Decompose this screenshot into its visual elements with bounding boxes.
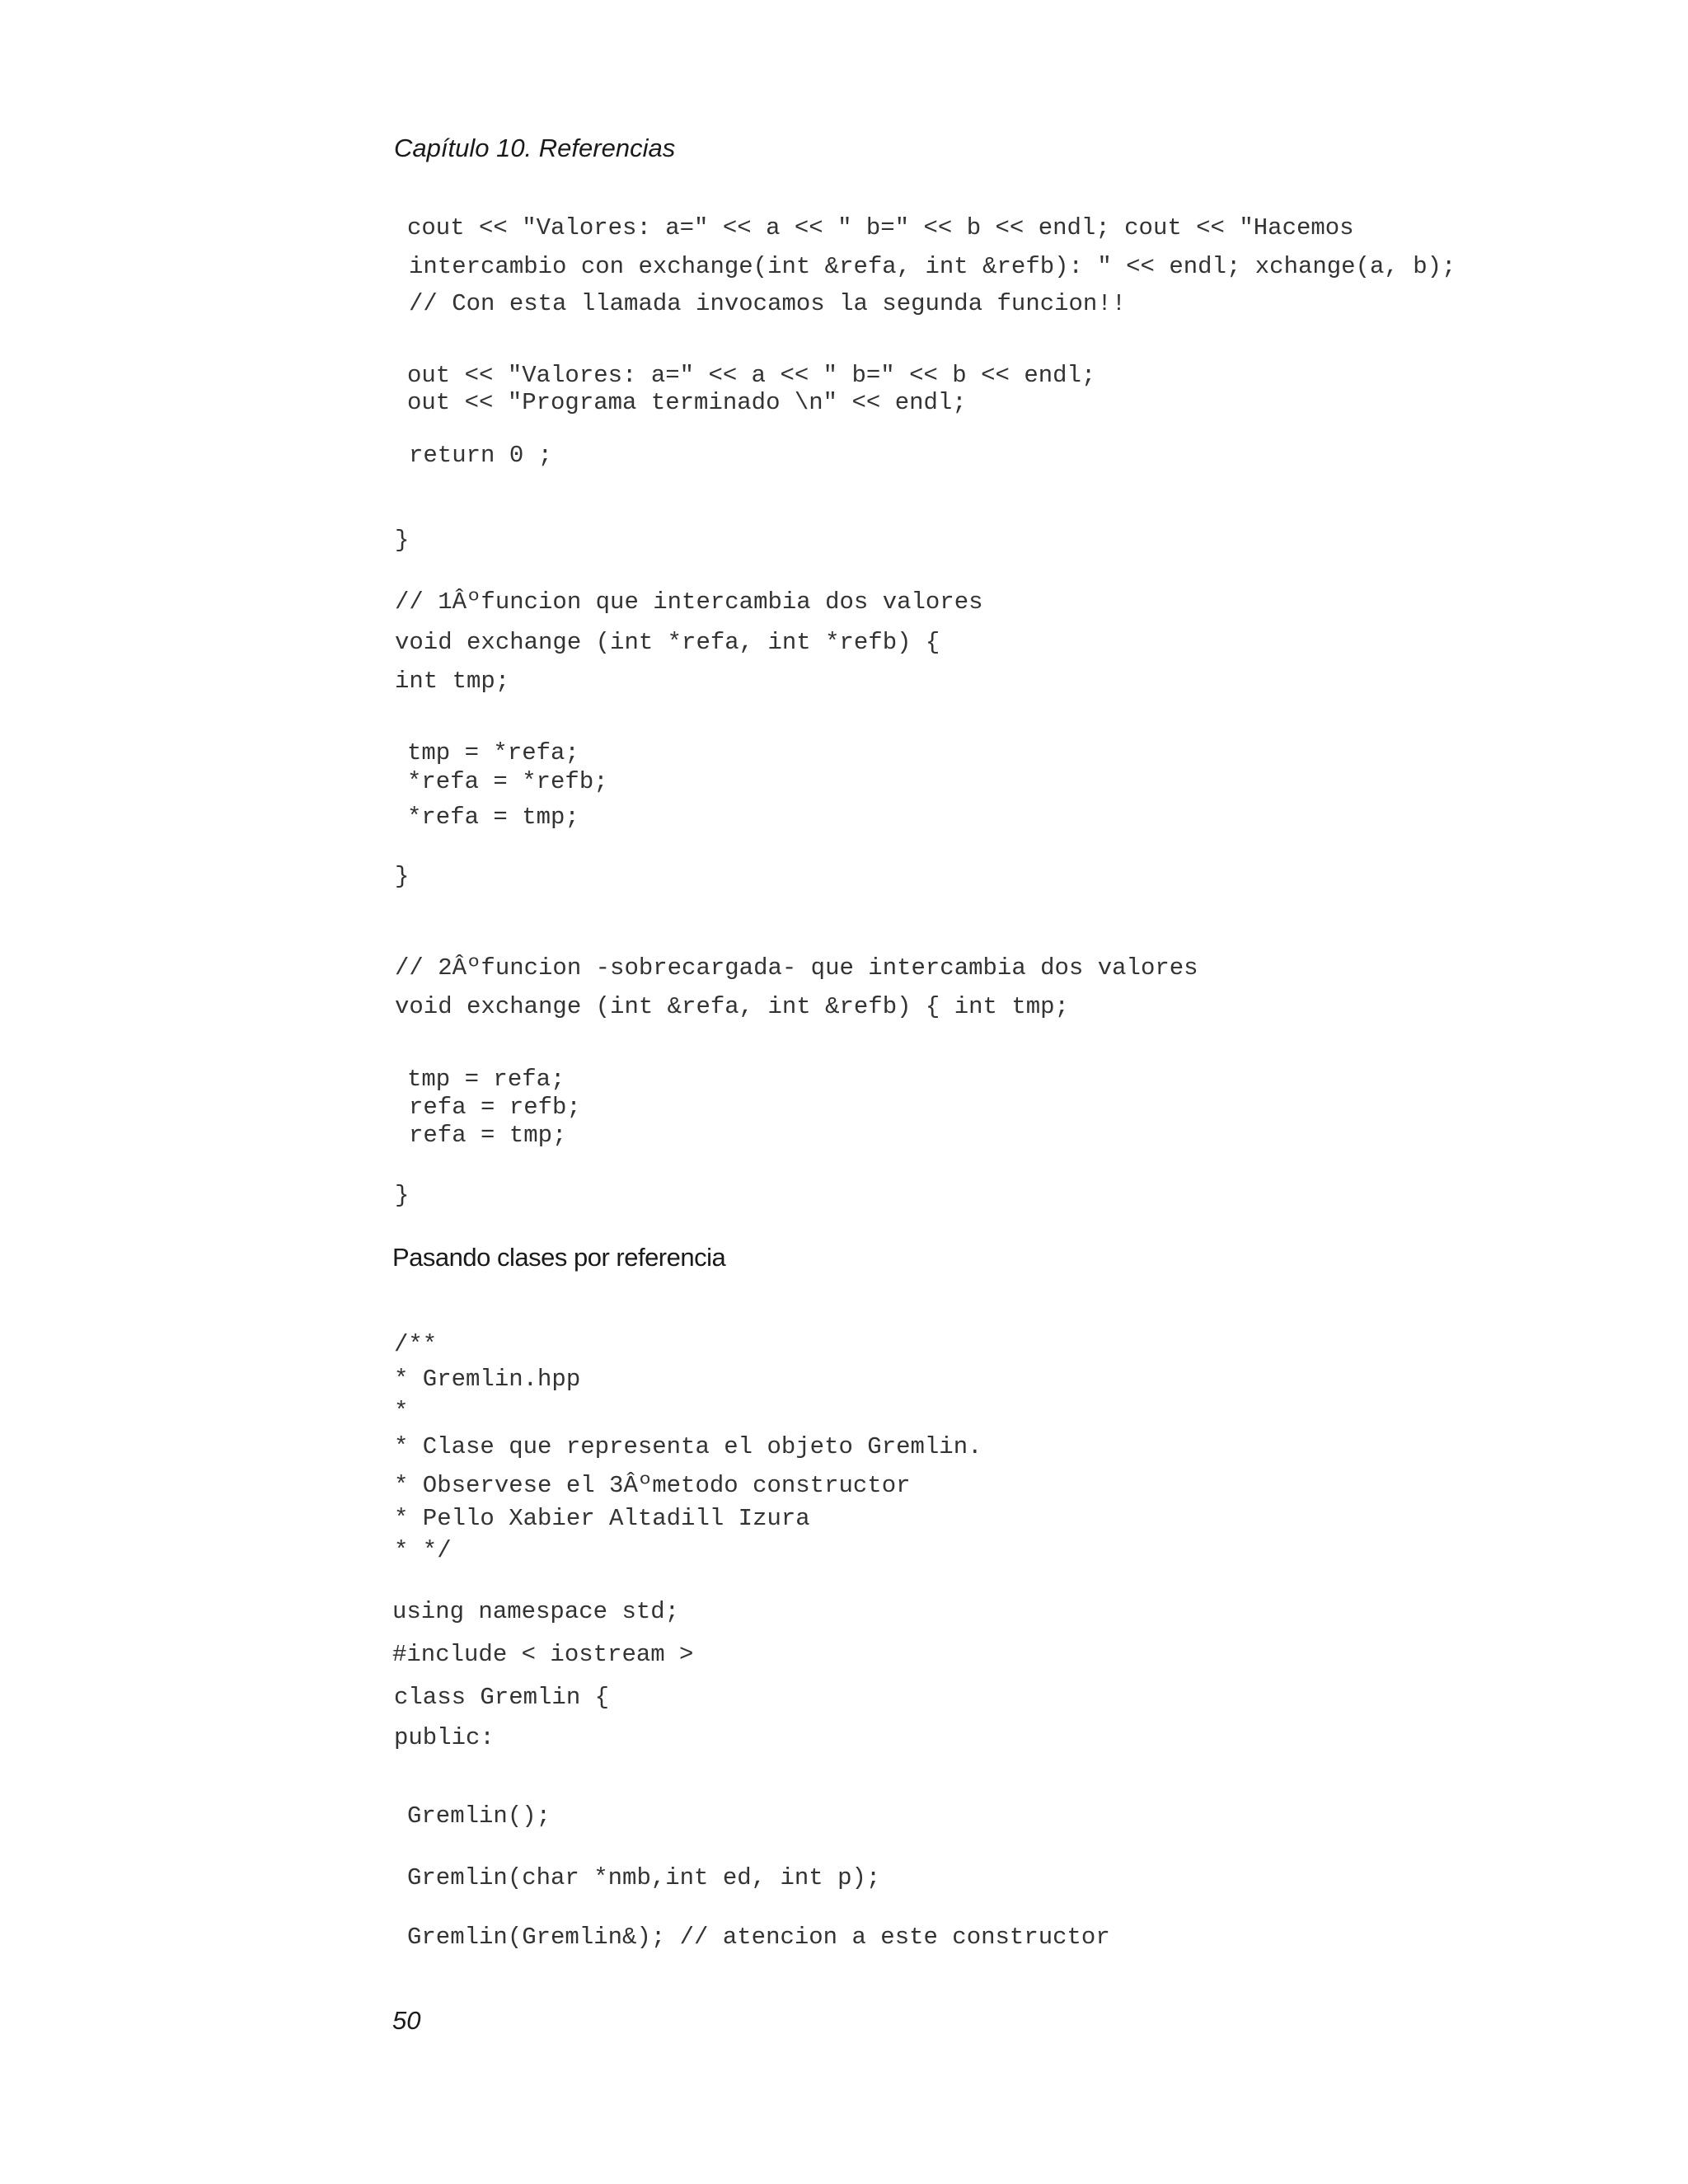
code-line: cout << "Valores: a=" << a << " b=" << b << endl; cout << "Hacemos [407,214,1354,241]
code-line: void exchange (int *refa, int *refb) { [395,629,940,656]
section-heading: Pasando clases por referencia [392,1243,726,1272]
code-line: Gremlin(); [407,1802,551,1830]
code-line: return 0 ; [409,442,553,469]
code-line: out << "Valores: a=" << a << " b=" << b << endl; [407,362,1096,389]
code-line: } [395,1182,410,1209]
chapter-header: Capítulo 10. Referencias [394,134,676,162]
code-line: * Gremlin.hpp [394,1366,581,1393]
code-line: using namespace std; [392,1598,680,1625]
code-line: * Clase que representa el objeto Gremlin. [394,1433,982,1460]
code-line: tmp = refa; [407,1066,565,1093]
code-line: // Con esta llamada invocamos la segunda funcion!! [409,290,1127,317]
code-line: *refa = tmp; [407,804,579,831]
code-line: class Gremlin { [394,1684,610,1711]
code-line: #include < iostream > [392,1641,694,1668]
code-line: public: [394,1724,495,1751]
code-line: /** [394,1331,438,1358]
code-line: // 2Âºfuncion -sobrecargada- que intercambia dos valores [395,954,1198,982]
code-line: intercambio con exchange(int &refa, int &refb): " << endl; xchange(a, b); [409,253,1456,280]
code-line: tmp = *refa; [407,739,579,766]
code-line: refa = refb; [409,1094,581,1121]
code-line: Gremlin(Gremlin&); // atencion a este constructor [407,1924,1110,1951]
code-line: * Observese el 3Âºmetodo constructor [394,1472,911,1499]
code-line: refa = tmp; [409,1122,567,1149]
code-line: } [395,527,410,554]
code-line: * */ [394,1537,452,1564]
code-line: * [394,1398,409,1425]
code-line: int tmp; [395,668,510,695]
code-line: out << "Programa terminado \n" << endl; [407,389,967,416]
page-number: 50 [392,2006,421,2035]
code-line: *refa = *refb; [407,768,608,795]
code-line: // 1Âºfuncion que intercambia dos valores [395,588,983,616]
code-line: void exchange (int &refa, int &refb) { int tmp; [395,993,1069,1020]
code-line: Gremlin(char *nmb,int ed, int p); [407,1864,881,1891]
code-line: } [395,863,410,890]
code-line: * Pello Xabier Altadill Izura [394,1505,810,1532]
